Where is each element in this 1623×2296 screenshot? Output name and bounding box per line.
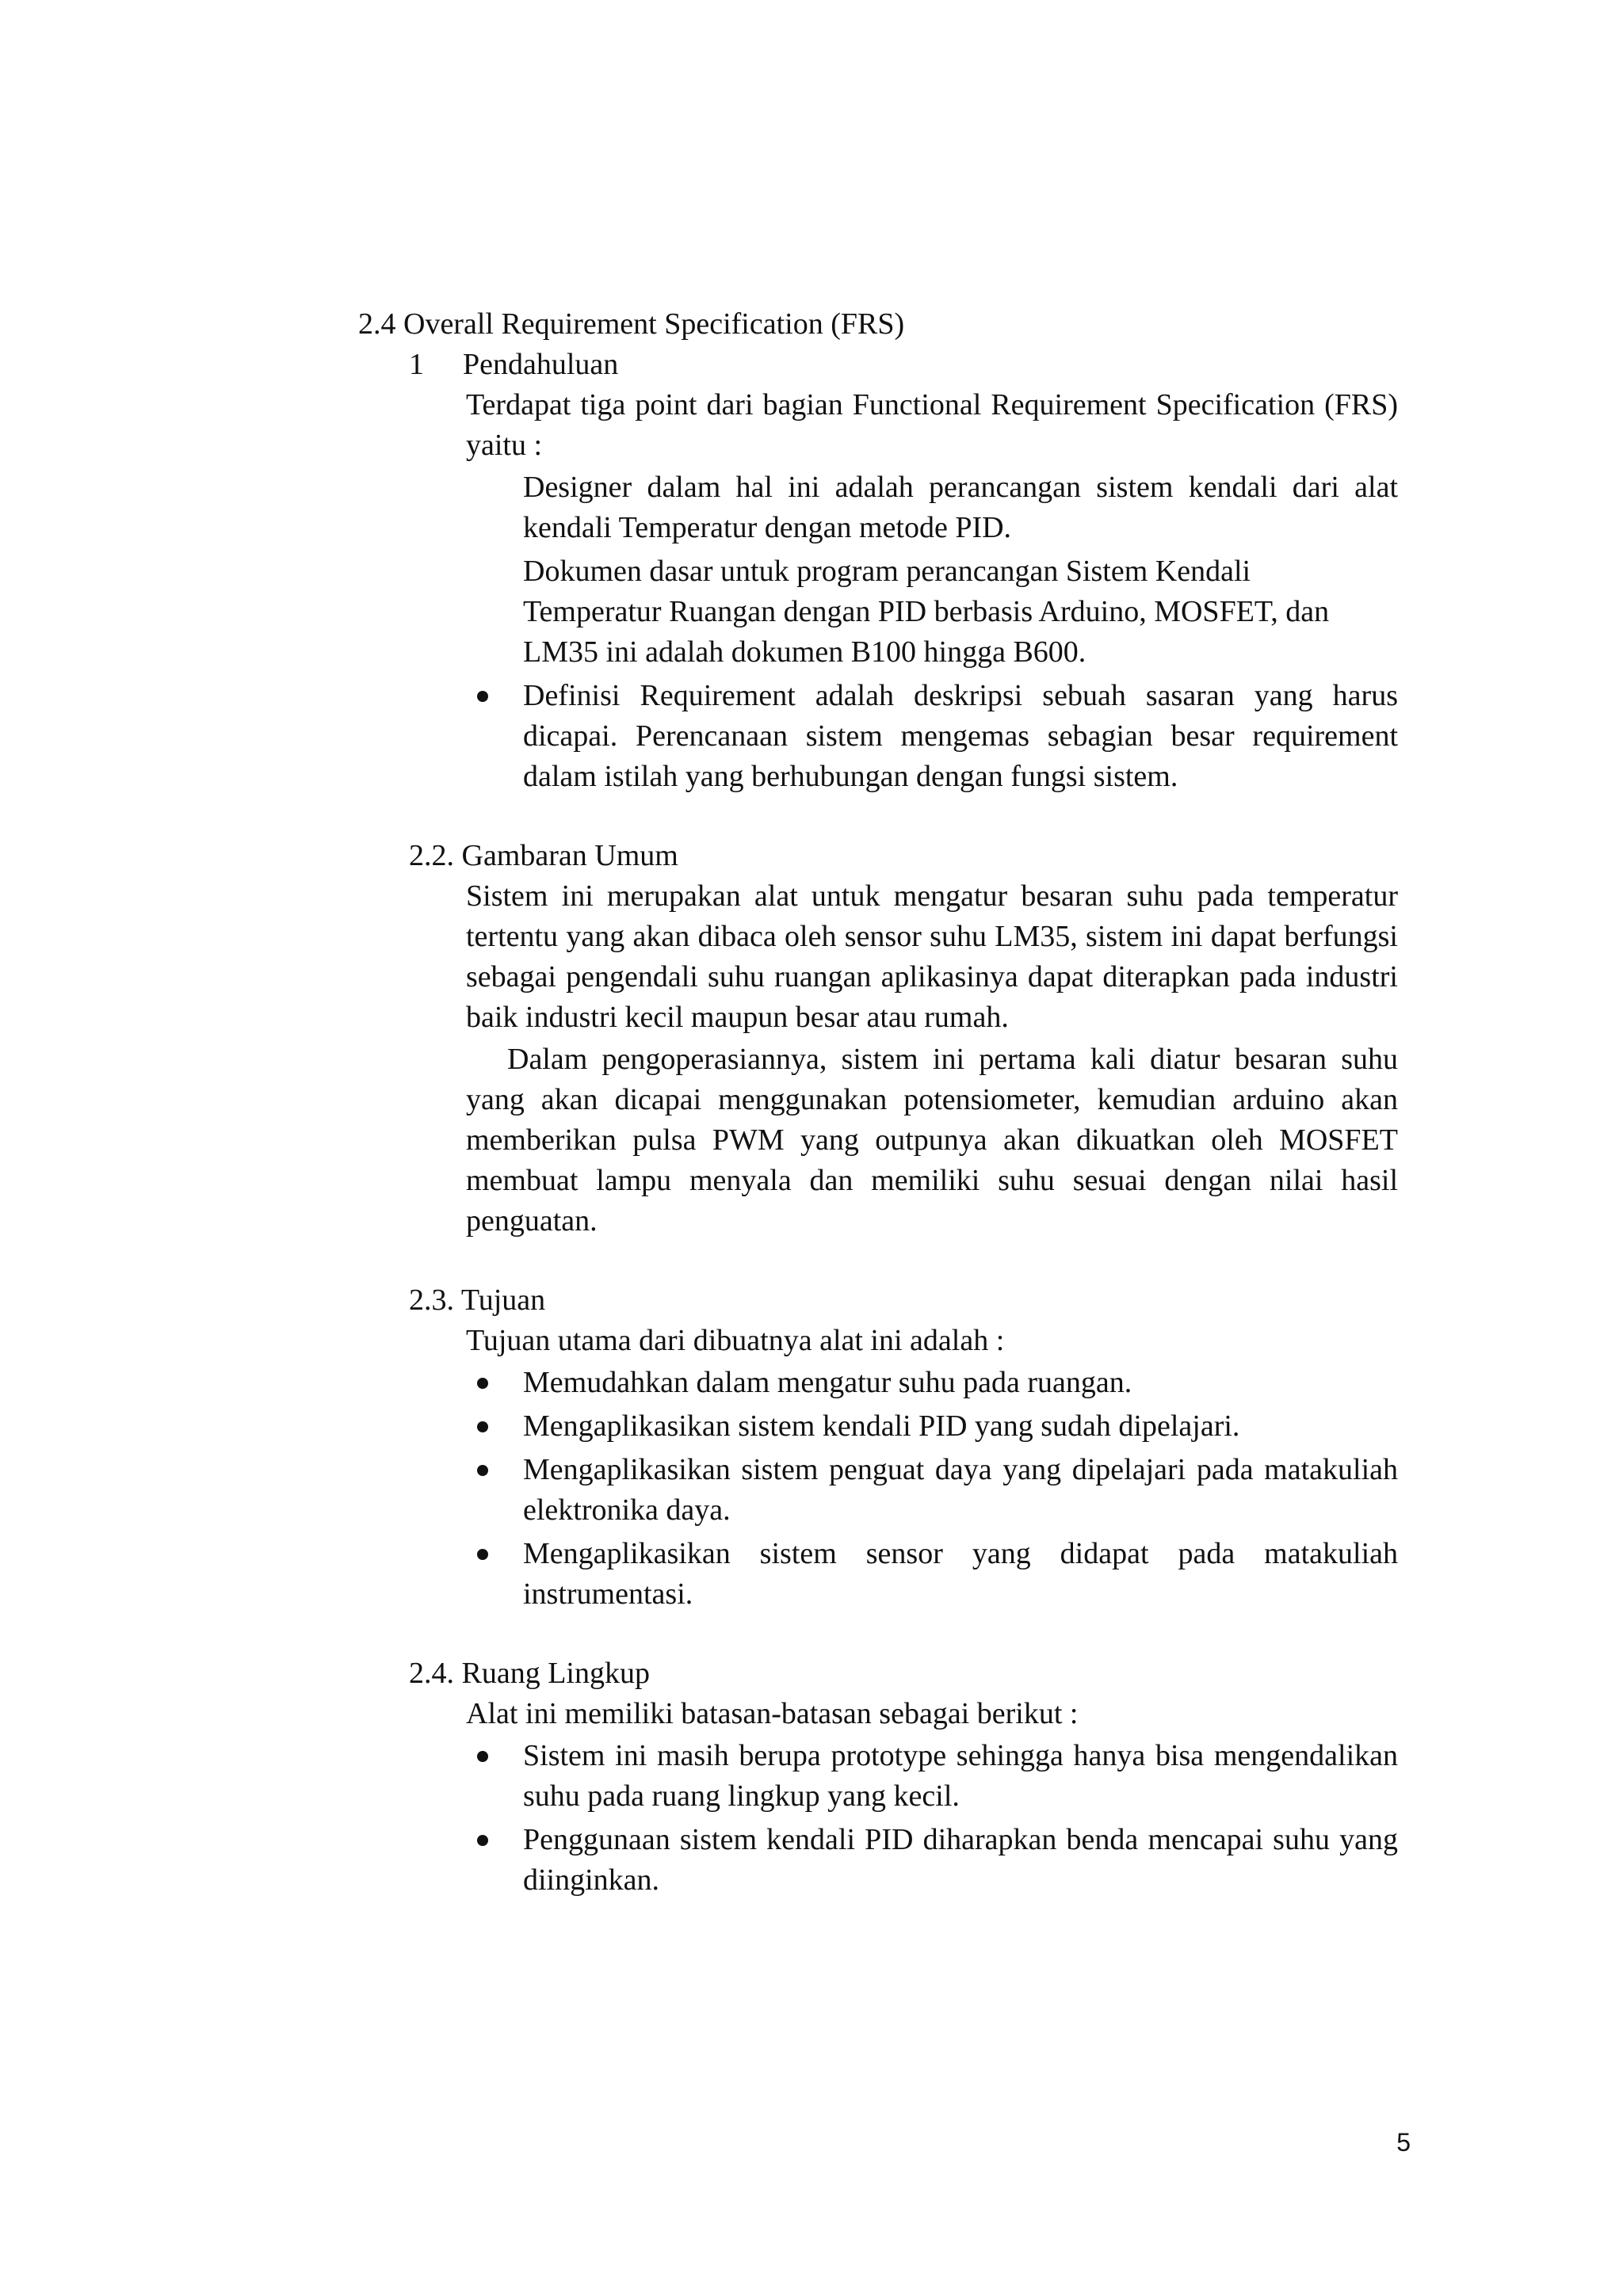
paragraph: Dalam pengoperasiannya, sistem ini pertama kali diatur besaran suhu yang akan dicapai menggunakan potensiometer, kemudian arduino akan memberikan pulsa PWM yang outpunya akan dikuatkan oleh MOSFET membuat lampu menyala dan memiliki suhu sesuai dengan nilai hasil penguatan. xyxy=(466,1043,1398,1238)
bullet-icon xyxy=(477,1421,488,1432)
bullet-icon xyxy=(477,691,488,702)
list-item: Mengaplikasikan sistem sensor yang didapat pada matakuliah instrumentasi. xyxy=(466,1534,1398,1615)
list-item: Mengaplikasikan sistem kendali PID yang sudah dipelajari. xyxy=(466,1406,1398,1447)
section-heading xyxy=(409,1280,1398,1321)
item-list xyxy=(466,1736,1398,1901)
section-heading xyxy=(409,836,1398,876)
section-body xyxy=(466,876,1398,1241)
section-title: Gambaran Umum xyxy=(461,839,678,872)
list-item: Mengaplikasikan sistem penguat daya yang dipelajari pada matakuliah elektronika daya. xyxy=(466,1450,1398,1531)
list-item: Penggunaan sistem kendali PID diharapkan benda mencapai suhu yang diinginkan. xyxy=(466,1820,1398,1901)
bullet-icon xyxy=(477,1751,488,1762)
section-intro: Alat ini memiliki batasan-batasan sebagai berikut : xyxy=(466,1697,1079,1730)
paragraph: Sistem ini merupakan alat untuk mengatur besaran suhu pada temperatur tertentu yang akan dibaca oleh sensor suhu LM35, sistem ini dapat berfungsi sebagai pengendali suhu ruangan aplikasinya dapat diterapkan pada industri baik industri kecil maupun besar atau rumah. xyxy=(466,879,1398,1034)
bullet-icon xyxy=(477,1835,488,1846)
item-list xyxy=(466,1363,1398,1615)
page-content xyxy=(358,304,1398,1901)
section-ruang-lingkup xyxy=(409,1653,1398,1901)
section-gambaran-umum xyxy=(409,836,1398,1241)
section-number: 1 xyxy=(409,348,424,381)
bullet-icon xyxy=(477,1465,488,1476)
section-heading xyxy=(409,345,1398,385)
bullet-icon xyxy=(477,1378,488,1389)
list-item: Dokumen dasar untuk program perancangan Sistem Kendali Temperatur Ruangan dengan PID berbasis Arduino, MOSFET, dan LM35 ini adalah dokumen B100 hingga B600. xyxy=(523,555,1330,669)
list-item: Definisi Requirement adalah deskripsi sebuah sasaran yang harus dicapai. Perencanaan sistem mengemas sebagian besar requirement dalam istilah yang berhubungan dengan fungsi sistem. xyxy=(466,676,1398,797)
section-intro: Terdapat tiga point dari bagian Functional Requirement Specification (FRS) yaitu : xyxy=(466,388,1398,462)
list-item: Sistem ini masih berupa prototype sehingga hanya bisa mengendalikan suhu pada ruang lingkup yang kecil. xyxy=(466,1736,1398,1817)
section-title: Tujuan xyxy=(460,1283,546,1317)
bullet-icon xyxy=(477,1549,488,1560)
section-body xyxy=(466,1321,1398,1615)
section-number: 2.3. xyxy=(409,1283,454,1317)
list-item: Memudahkan dalam mengatur suhu pada ruangan. xyxy=(466,1363,1398,1403)
item-list xyxy=(466,467,1398,797)
section-heading xyxy=(409,1653,1398,1694)
section-intro: Tujuan utama dari dibuatnya alat ini adalah : xyxy=(466,1324,1005,1357)
section-number: 2.4. xyxy=(409,1657,454,1690)
section-body xyxy=(466,385,1398,797)
section-number: 2.2. xyxy=(409,839,454,872)
list-item: Designer dalam hal ini adalah perancangan sistem kendali dari alat kendali Temperatur dengan metode PID. xyxy=(523,471,1398,544)
section-body xyxy=(466,1694,1398,1901)
section-title: Ruang Lingkup xyxy=(461,1657,650,1690)
page-number: 5 xyxy=(1396,2128,1411,2157)
section-pendahuluan xyxy=(409,345,1398,797)
section-title: Pendahuluan xyxy=(463,348,619,381)
main-heading: 2.4 Overall Requirement Specification (FRS) xyxy=(358,307,905,341)
section-tujuan xyxy=(409,1280,1398,1615)
